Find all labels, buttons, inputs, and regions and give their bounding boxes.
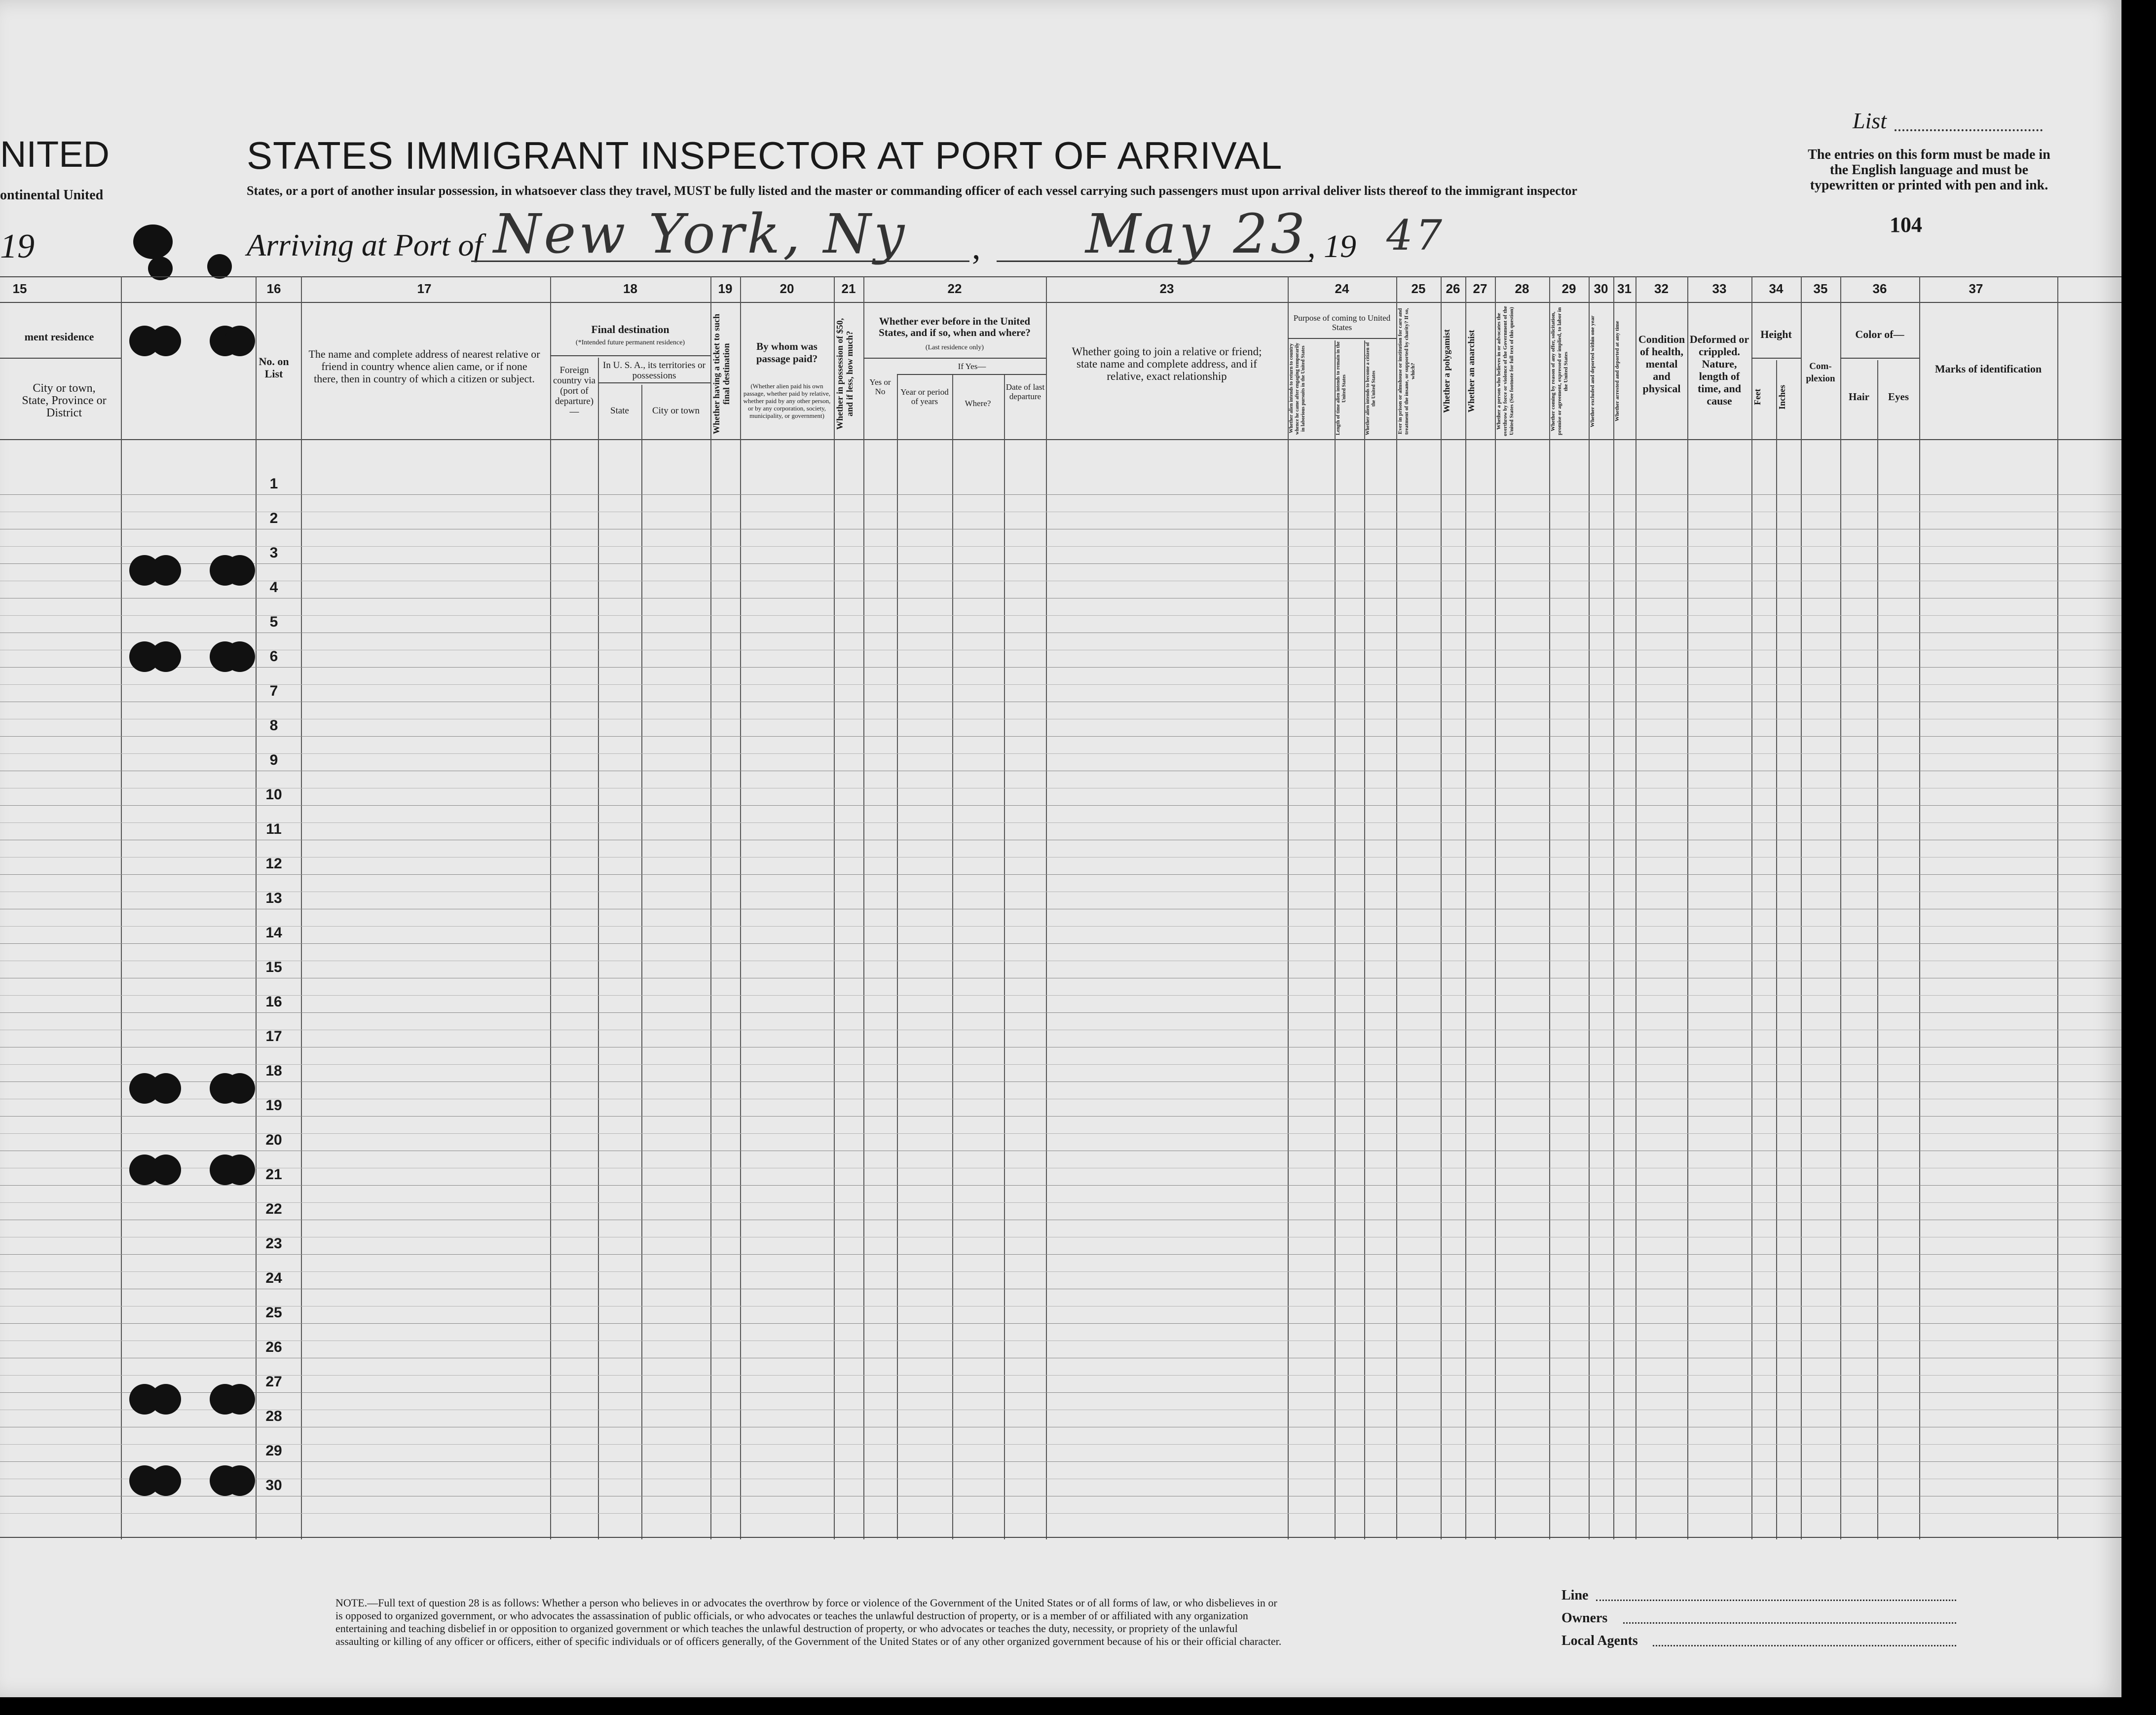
local-agents-field[interactable] [1653,1645,1956,1646]
row-number: 29 [265,1443,282,1459]
form-notice: The entries on this form must be made in the English language and must be typewritten or printed with pen and ink. [1808,147,2050,193]
table-row-subline [0,1444,2121,1445]
table-row-subline [0,1202,2121,1203]
col-number: 15 [12,281,27,296]
punch-hole [150,326,181,356]
row-number: 24 [265,1270,282,1286]
col-line [1004,375,1005,1539]
subheader-line [0,358,121,359]
heading-by-whom-paid-note: (Whether alien paid his own passage, whether paid by relative, whether paid by any other person, or by any corporation, society, municipality, or government) [743,382,831,419]
year-prefix: , 19 [1307,228,1356,264]
col-line [952,375,953,1539]
table-bottom-line [0,1537,2121,1538]
punch-hole [133,224,173,259]
row-number: 22 [265,1201,282,1217]
col-line [1396,276,1397,1539]
row-number: 10 [265,786,282,803]
col-line [1589,276,1590,1539]
col-line [1288,276,1289,1539]
heading-going-to-join: Whether going to join a relative or friend; state name and complete address, and if relative, exact relationship [1072,345,1262,382]
table-row-subline [0,1513,2121,1514]
table-row [0,805,2121,806]
col-number: 24 [1335,281,1349,296]
heading-purpose-a: Whether alien intends to return to country whence he came after engaging temporarily in laborious pursuits in the United States [1289,342,1306,435]
punch-hole [150,555,181,586]
table-row-subline [0,615,2121,616]
subheader-line [550,355,710,356]
punch-hole [150,1465,181,1496]
manifest-table [0,276,2121,1539]
row-number: 14 [265,925,282,941]
page-subtitle: States, or a port of another insular possession, in whatsoever class they travel, MUST be fully listed and the master or commanding officer of each vessel carrying such passengers must upon arrival deliver lists thereof to the immigrant inspector [247,184,1577,198]
table-row [0,1323,2121,1324]
table-row-subline [0,995,2121,996]
table-row-subline [0,753,2121,754]
punch-hole [224,555,255,586]
row-number: 17 [265,1028,282,1044]
table-row [0,1012,2121,1013]
heading-hair: Hair [1849,391,1869,403]
col-line [1046,276,1047,1539]
subheader-line [863,358,1046,359]
col-number: 21 [841,281,856,296]
row-number: 6 [269,648,278,665]
row-number: 13 [265,890,282,906]
subheader-line [1751,358,1801,359]
table-row [0,1081,2121,1082]
table-row-subline [0,926,2121,927]
row-number: 18 [265,1063,282,1079]
heading-eyes: Eyes [1888,391,1909,403]
row-number: 2 [269,510,278,526]
table-row-subline [0,857,2121,858]
row-number: 26 [265,1339,282,1355]
heading-yes-or-no: Yes or No [869,377,891,396]
punch-hole [150,1384,181,1415]
punch-hole [207,254,232,279]
table-row-subline [0,1133,2121,1134]
heading-no-on-list: No. on List [259,355,289,380]
subheader-line [598,382,710,383]
col-number: 20 [780,281,794,296]
col-line [740,276,741,1539]
col-number: 23 [1159,281,1174,296]
table-row [0,494,2121,495]
page-title: STATES IMMIGRANT INSPECTOR AT PORT OF ARRIVAL [247,134,1283,177]
table-row [0,736,2121,737]
table-row [0,1185,2121,1186]
col-number: 28 [1515,281,1529,296]
col-line [710,276,711,1539]
heading-foreign-country: Foreign country via (port of departure)— [553,365,595,417]
heading-date-last-departure: Date of last departure [1005,382,1045,401]
heading-purpose-b: Length of time alien intends to remain in the United States [1336,341,1347,436]
row-number: 3 [269,545,278,561]
table-top-line [0,276,2121,277]
heading-condition: Condition of health, mental and physical [1638,333,1685,395]
heading-height: Height [1760,328,1792,340]
heading-q28: Whether a person who believes in or advocates the overthrow by force or violence of the Government of the United States (See footnote for full text of this question) [1496,306,1515,437]
row-number: 11 [266,821,282,837]
table-row [0,943,2121,944]
col-line [550,276,551,1539]
col-number: 33 [1712,281,1727,296]
heading-purpose-c: Whether alien intends to become a citizen of the United States [1365,342,1376,435]
punch-hole [150,1073,181,1104]
row-number: 9 [269,752,278,768]
col-line [1495,276,1496,1539]
punch-hole [150,1155,181,1185]
heading-complexion: Com-plexion [1806,361,1835,384]
local-agents-label: Local Agents [1561,1633,1638,1648]
heading-ticket: Whether having a ticket to such final destination [711,313,731,434]
list-label: List [1853,108,1887,133]
col-number: 25 [1411,281,1426,296]
col-line [863,276,864,1539]
subheader-line [1840,358,1919,359]
col-number: 37 [1969,281,1983,296]
col-line [1776,360,1777,1539]
heading-purpose: Purpose of coming to United States [1293,313,1391,332]
heading-color-of: Color of— [1855,328,1904,340]
col-line [2057,276,2058,1539]
punch-hole [150,641,181,672]
col-line [897,375,898,1539]
table-row [0,667,2121,668]
row-number: 21 [265,1166,282,1183]
table-row [0,1392,2121,1393]
header-bottom-line [0,439,2121,440]
table-row [0,874,2121,875]
heading-last-residence: (Last residence only) [925,344,984,351]
heading-polygamist: Whether a polygamist [1442,329,1451,413]
row-number: 1 [269,476,278,492]
heading-deformed: Deformed or crippled. Nature, length of time, and cause [1689,333,1749,407]
table-row-subline [0,1064,2121,1065]
row-number: 15 [265,959,282,975]
table-row-subline [0,546,2121,547]
heading-feet: Feet [1752,389,1762,406]
heading-residence: ment residence [24,331,94,343]
col-number: 32 [1654,281,1669,296]
col-line [641,385,642,1539]
col-number: 27 [1473,281,1487,296]
heading-in-usa: In U. S. A., its territories or possessions [603,360,706,381]
heading-final-destination-note: (*Intended future permanent residence) [575,339,685,346]
col-number: 19 [718,281,733,296]
col-number: 26 [1446,281,1460,296]
col-line [834,276,835,1539]
subheader-line [1288,338,1396,339]
header-left-year: 19 [0,227,35,265]
table-row-subline [0,822,2121,823]
row-number: 5 [269,614,278,630]
col-line [1364,340,1365,1539]
date-handwritten[interactable]: May 23 [1085,202,1308,265]
year-handwritten[interactable]: 47 [1386,211,1445,260]
table-row-subline [0,1375,2121,1376]
punch-hole [224,641,255,672]
heading-state: State [610,406,629,416]
col-line [598,358,599,1539]
line-label: Line [1561,1588,1589,1603]
row-number: 25 [265,1305,282,1321]
line-field[interactable] [1596,1600,1956,1601]
col-line [1840,276,1841,1539]
col-number: 29 [1561,281,1576,296]
heading-q31: Whether arrested and deported at any time [1614,321,1620,422]
comma: , [972,228,981,266]
owners-field[interactable] [1623,1622,1956,1624]
heading-if-yes: If Yes— [958,362,986,371]
row-number: 23 [265,1235,282,1252]
row-number: 7 [269,683,278,699]
heading-prison: Ever in prison or almshouse or institution for care and treatment of the insane, or supported by charity? If so, which? [1397,308,1416,435]
row-number: 30 [265,1477,282,1493]
col-line [1687,276,1688,1539]
col-number: 34 [1769,281,1784,296]
heading-ever-before: Whether ever before in the United States, and if so, when and where? [879,315,1031,338]
owners-label: Owners [1561,1610,1608,1626]
row-number: 12 [265,856,282,872]
col-number: 17 [417,281,432,296]
heading-q29: Whether coming by reason of any offer, solicitation, promise or agreement, expressed or implied, to labor in the United States [1550,307,1569,436]
col-number: 31 [1617,281,1632,296]
heading-where: Where? [965,399,991,408]
list-number-field[interactable] [1895,129,2043,131]
col-number: 30 [1594,281,1608,296]
col-number: 35 [1813,281,1828,296]
col-number: 36 [1872,281,1887,296]
col-number: 22 [947,281,962,296]
col-number: 16 [266,281,281,296]
header-left-fragment-2: ontinental United [0,187,104,203]
col-number: 18 [623,281,637,296]
header-left-fragment: NITED [0,134,110,175]
heading-year-or-period: Year or period of years [900,387,949,406]
punch-hole [224,1155,255,1185]
heading-nearest-relative: The name and complete address of nearest relative or friend in country whence alien came, or if none there, then in country of which a citizen or subject. [308,348,540,385]
row-number: 16 [265,994,282,1010]
col-line [1801,276,1802,1539]
punch-hole [224,326,255,356]
heading-inches: Inches [1777,385,1787,410]
table-row-subline [0,1271,2121,1272]
heading-possession: Whether in possession of $50, and if less, how much? [835,318,855,430]
page-number: 104 [1890,213,1922,237]
heading-by-whom-paid: By whom was passage paid? [756,340,818,365]
row-number: 19 [265,1097,282,1114]
heading-q30: Whether excluded and deported within one year [1590,315,1596,427]
table-row [0,1461,2121,1462]
footer-note: NOTE.—Full text of question 28 is as follows: Whether a person who believes in or advocates the overthrow by force or violence of the Government of the United States or of all forms of law, or who disbelieves in or is opposed to organized government, or who advocates the assassination of public officials, or who advocates or teaches the unlawful destruction of property, or is a member of or affiliated with any organization entertaining and teaching disbelief in or opposition to organized government or which teaches the unlawful destruction of property, or who advocates or teaches the duty, necessity, or propriety of the unlawful assaulting or killing of any officer or officers, either of specific individuals or of officers generally, of the Government of the United States or of any other organized government because of his or their official character. [335,1597,1282,1647]
row-number: 27 [265,1374,282,1390]
port-handwritten[interactable]: New York, Ny [493,202,908,265]
col-line [1877,360,1878,1539]
col-line [301,276,302,1539]
table-row [0,563,2121,564]
col-line [1441,276,1442,1539]
col-line [1465,276,1466,1539]
row-number: 8 [269,717,278,734]
col-line [1549,276,1550,1539]
row-number: 28 [265,1408,282,1424]
punch-hole [224,1073,255,1104]
col-line [121,276,122,1539]
heading-anarchist: Whether an anarchist [1466,330,1476,413]
punch-hole [224,1465,255,1496]
col-line [1751,276,1752,1539]
subheader-line [897,374,1046,375]
table-row [0,1116,2121,1117]
arriving-label: Arriving at Port of [247,227,483,262]
heading-final-destination: Final destination [591,323,669,336]
table-row-subline [0,684,2121,685]
heading-city-or-town: City or town [652,406,700,416]
table-row [0,1254,2121,1255]
col-line [1919,276,1920,1539]
col-line [1335,340,1336,1539]
row-number: 20 [265,1132,282,1148]
col-line [1613,276,1614,1539]
row-number: 4 [269,579,278,596]
heading-marks: Marks of identification [1934,363,2042,375]
heading-residence-sub: City or town, State, Province or District [22,382,107,419]
colnum-row-line [0,302,2121,303]
punch-hole [224,1384,255,1415]
